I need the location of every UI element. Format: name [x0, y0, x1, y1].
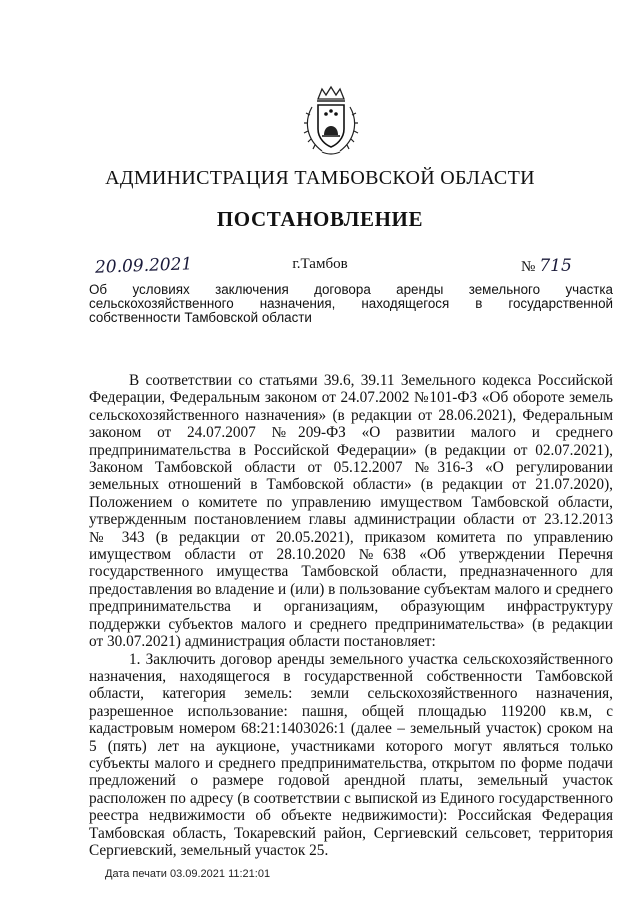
body-line: 1. Заключить договор аренды земельного участка сельскохозяйственного [129, 650, 613, 668]
document-type-title: ПОСТАНОВЛЕНИЕ [216, 207, 424, 231]
print-date-footer: Дата печати 03.09.2021 11:21:01 [105, 868, 271, 880]
subject-line: Об условиях заключения договора аренды земельного участка [89, 282, 613, 297]
body-line: субъекты малого и среднего предпринимательства, открытом по форме подачи [89, 754, 613, 772]
body-line: предложений о размере годовой арендной платы, земельный участок [89, 772, 613, 790]
item-1-paragraph [89, 651, 613, 860]
body-line: 5 (пять) лет на аукционе, участниками которого могут являться только [89, 737, 613, 755]
tambov-coat-of-arms-icon [300, 85, 362, 157]
body-line: назначения, находящегося в государственной собственности Тамбовской [89, 667, 613, 685]
body-line: имуществом области от 28.10.2020 №638 «Об утверждении Перечня [89, 546, 613, 564]
document-city: г.Тамбов [292, 256, 348, 272]
body-line: № 343 (в редакции от 20.05.2021), приказом комитета по управлению [89, 528, 613, 546]
body-line: утвержденным постановлением главы администрации области от 23.12.2013 [89, 511, 613, 529]
subject-line: сельскохозяйственного назначения, находящегося в государственной [89, 296, 613, 311]
body-line: государственного имущества Тамбовской области, предназначенного для [89, 563, 613, 581]
body-line: разрешенное использование: пашня, общей площадью 119200 кв.м, с [89, 702, 613, 720]
organization-title: АДМИНИСТРАЦИЯ ТАМБОВСКОЙ ОБЛАСТИ [105, 167, 535, 189]
body-line: кадастровым номером 68:21:1403026:1 (далее – земельный участок) сроком на [89, 720, 613, 738]
document-number [521, 256, 572, 276]
body-line: области, категория земель: земли сельскохозяйственного назначения, [89, 685, 613, 703]
body-line: земельных отношений в Тамбовской области» (в редакции от 21.07.2020), [89, 476, 613, 494]
body-line: сельскохозяйственного назначения» (в редакции от 28.06.2021), Федеральным [89, 406, 613, 424]
body-line: Законом Тамбовской области от 05.12.2007 №316-З «О регулировании [89, 459, 613, 477]
subject-line: собственности Тамбовской области [89, 310, 312, 325]
number-value: 715 [539, 256, 572, 276]
document-date: 20.09.2021 [94, 254, 193, 278]
body-line: Тамбовская область, Токаревский район, Сергиевский сельсовет, территория [89, 824, 613, 842]
body-line: предоставления во владение и (или) в пользование субъектам малого и среднего [89, 580, 613, 598]
body-line: Сергиевский, земельный участок 25. [89, 841, 329, 859]
document-body [89, 372, 613, 859]
body-line: Положением о комитете по управлению имуществом Тамбовской области, [89, 493, 613, 511]
body-line: поддержки субъектов малого и среднего предпринимательства» (в редакции [89, 615, 613, 633]
body-line: предпринимательства и организациям, образующим инфраструктуру [89, 598, 613, 616]
body-line: В соответствии со статьями 39.6, 39.11 Земельного кодекса Российской [129, 372, 613, 389]
body-line: предпринимательства в Российской Федерации» (в редакции от 02.07.2021), [89, 441, 613, 459]
body-line: законом от 24.07.2007 №209-ФЗ «О развитии малого и среднего [89, 424, 613, 442]
body-line: реестра недвижимости об объекте недвижимости): Российская Федерация [89, 807, 613, 825]
number-sign: № [521, 259, 536, 275]
body-line: от 30.07.2021) администрация области постановляет: [89, 633, 436, 651]
preamble-paragraph [89, 372, 613, 651]
body-line: расположен по адресу (в соответствии с выпиской из Единого государственного [89, 789, 613, 807]
document-subject [89, 283, 613, 325]
body-line: Федерации, Федеральным законом от 24.07.2002 №101-ФЗ «Об обороте земель [89, 389, 613, 407]
